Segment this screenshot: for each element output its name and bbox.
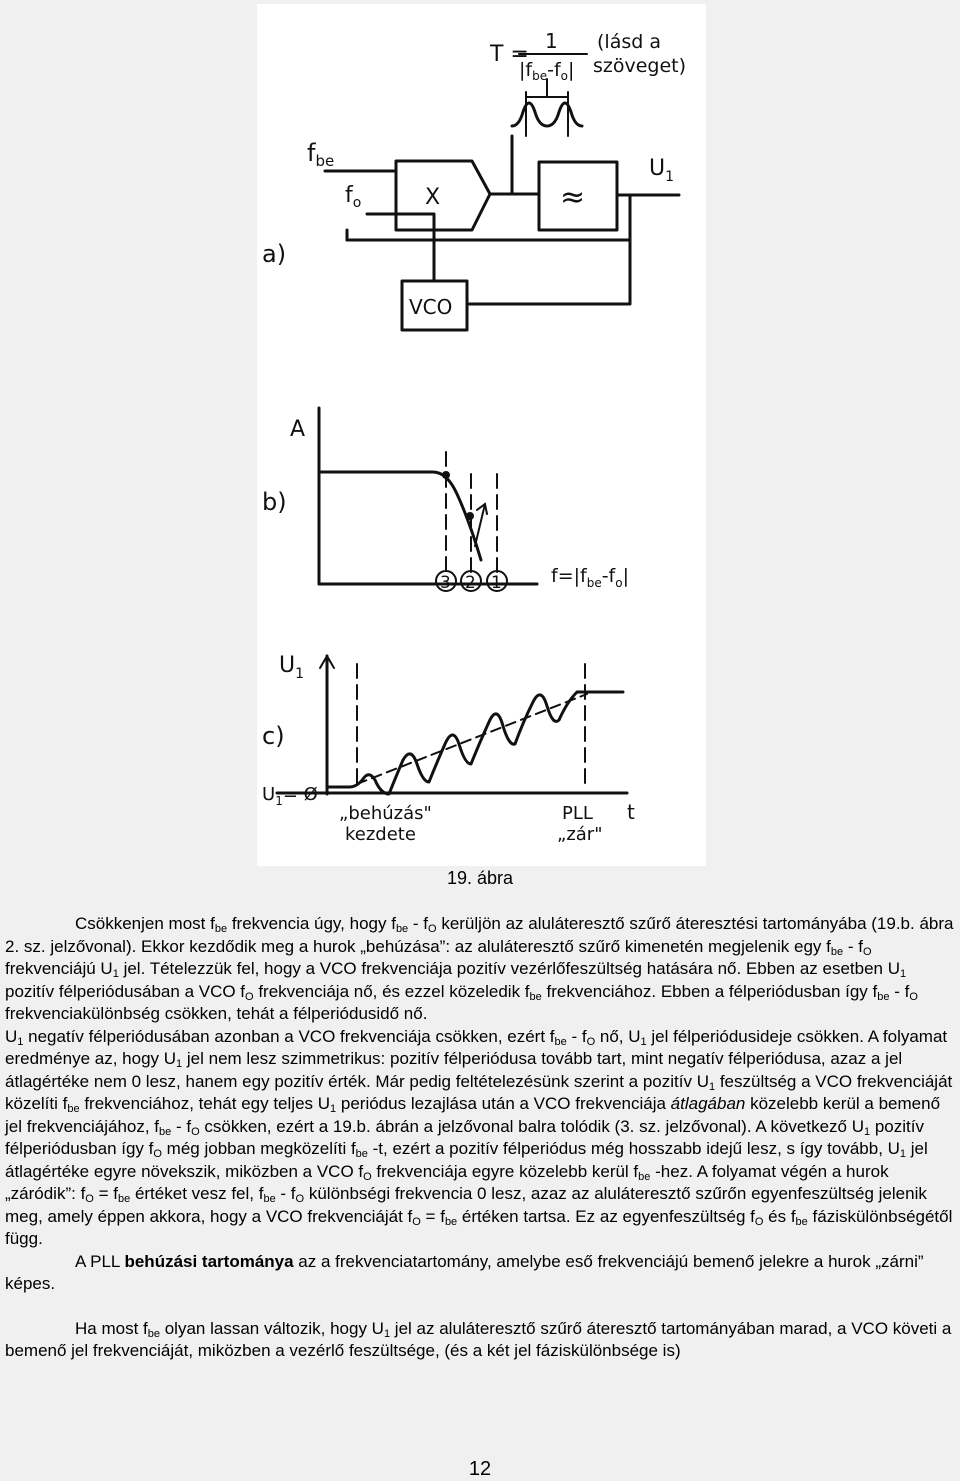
u1-zero-label: $U_1=$ Ø bbox=[262, 784, 318, 808]
u1-output-label: $U_1$ bbox=[649, 156, 675, 185]
fo-label: $f_o$ bbox=[345, 183, 362, 211]
pll-lock-line-1: PLL bbox=[562, 803, 593, 824]
marker-3-label: 3 bbox=[440, 573, 451, 593]
mixer-label: X bbox=[425, 185, 441, 210]
vco-label: VCO bbox=[409, 295, 453, 319]
beat-wave bbox=[512, 103, 582, 126]
c-x-axis-label: t bbox=[627, 800, 635, 824]
average-dashed-line bbox=[357, 694, 587, 784]
b-x-axis-label: $f=|f_{be}-f_o|$ bbox=[551, 565, 629, 590]
t-numerator: 1 bbox=[545, 29, 558, 53]
note-line-2: szöveget) bbox=[593, 55, 687, 77]
panel-c-u1-timeline bbox=[262, 653, 635, 845]
panel-c-label: c) bbox=[262, 722, 285, 750]
c-y-axis-label: $U_1$ bbox=[279, 653, 305, 682]
panel-a-block-diagram bbox=[262, 29, 686, 330]
body-text bbox=[5, 913, 955, 1363]
figure-caption: 19. ábra bbox=[446, 868, 514, 888]
paragraph-4: Ha most $f_{be}$ olyan lassan változik, hogy $U_1$ jel az aluláteresztő szűrő áteresztő tartományában marad, a VCO követi a bemenő jel frekvenciáját, miközben a vezérlő feszültsége, (és a két jel fáziskülönbsége is) bbox=[5, 1318, 952, 1360]
fbe-label: $f_{be}$ bbox=[307, 139, 335, 170]
paragraph-3: A PLL behúzási tartománya az a frekvenciatartomány, amelybe eső frekvenciájú bemenő jelekre a hurok „zárni” képes. bbox=[5, 1251, 924, 1293]
figure-drawing bbox=[257, 4, 706, 866]
vco-to-mixer-line bbox=[396, 214, 434, 281]
point-3 bbox=[442, 471, 450, 479]
panel-a-label: a) bbox=[262, 240, 287, 268]
feedback-right-line bbox=[467, 240, 630, 304]
pll-lock-line-2: „zár" bbox=[557, 824, 603, 845]
marker-1-label: 1 bbox=[491, 573, 502, 593]
paragraph-1: Csökkenjen most $f_{be}$ frekvencia úgy, hogy $f_{be} - f_O$ kerüljön az aluláteresztő szűrő áteresztési tartományába (19.b. ábra 2. sz. jelzővonal). Ekkor kezdődik meg a hurok „behúzása”: az aluláteresztő szűrő kimenetén megjelenik egy $f_{be} - f_O$ frekvenciájú $U_1$ jel. Tételezzük fel, hogy a VCO frekvenciája pozitív vezérlőfeszültség hatására nő. Ebben az esetben $U_1$ pozitív félperiódusában a VCO $f_O$ frekvenciája nő, és ezzel közeledik $f_{be}$ frekvenciához. Ebben a félperiódusban így $f_{be} - f_O$ frekvenciakülönbség csökken, tehát a félperiódusidő nő. bbox=[5, 914, 954, 1023]
point-2 bbox=[466, 512, 474, 520]
filter-symbol: ≈ bbox=[560, 180, 586, 215]
t-denominator: $|f_{be}-f_o|$ bbox=[519, 59, 575, 83]
feedback-top-line bbox=[347, 195, 630, 240]
b-y-axis-label: A bbox=[290, 417, 306, 442]
figure-19 bbox=[257, 4, 706, 866]
panel-b-label: b) bbox=[262, 488, 287, 516]
pull-in-start-line-1: „behúzás" bbox=[339, 803, 432, 824]
panel-b-filter-response bbox=[262, 408, 629, 593]
marker-2-label: 2 bbox=[465, 573, 476, 593]
response-curve bbox=[319, 472, 481, 560]
paragraph-2: $U_1$ negatív félperiódusában azonban a VCO frekvenciája csökken, ezért $f_{be} - f_O$ nő, $U_1$ jel félperiódusideje csökken. A folyamat eredménye az, hogy $U_1$ jel nem lesz szimmetrikus: pozitív félperiódusa tovább tart, mint negatív félperiódusa, azaz a jel átlagértéke nem 0 lesz, hanem egy pozitív érték. Már pedig feltételezésünk szerint a pozitív $U_1$ feszültség a VCO frekvenciáját közelíti $f_{be}$ frekvenciához, tehát egy teljes $U_1$ periódus lezajlása után a VCO frekvenciája átlagában közelebb kerül a bemenő jel frekvenciájához, $f_{be} - f_O$ csökken, ezért a 19.b. ábrán a jelzővonal balra tolódik (3. sz. jelzővonal). A következő $U_1$ pozitív félperiódusban így $f_O$ még jobban megközelíti $f_{be}$ -t, ezért a pozitív félperiódus még hosszabb idejű lesz, s így tovább, $U_1$ jel átlagértéke egyre növekszik, miközben a VCO $f_O$ frekvenciája egyre közelebb kerül $f_{be}$ -hez. A folyamat végén a hurok „záródik”: $f_O = f_{be}$ értéket vesz fel, $f_{be} - f_O$ különbségi frekvencia 0 lesz, azaz az aluláteresztő szűrőn egyenfeszültség jelenik meg, amely éppen akkora, hogy a VCO frekvenciáját $f_O = f_{be}$ értéken tartsa. Ez az egyenfeszültség $f_O$ és $f_{be}$ fáziskülönbségétől függ. bbox=[5, 1026, 953, 1248]
page-number: 12 bbox=[468, 1458, 492, 1480]
mixer-block bbox=[396, 161, 490, 230]
t-label: T = bbox=[490, 42, 529, 67]
note-line-1: (lásd a bbox=[597, 31, 661, 53]
pull-in-start-line-2: kezdete bbox=[345, 824, 416, 845]
